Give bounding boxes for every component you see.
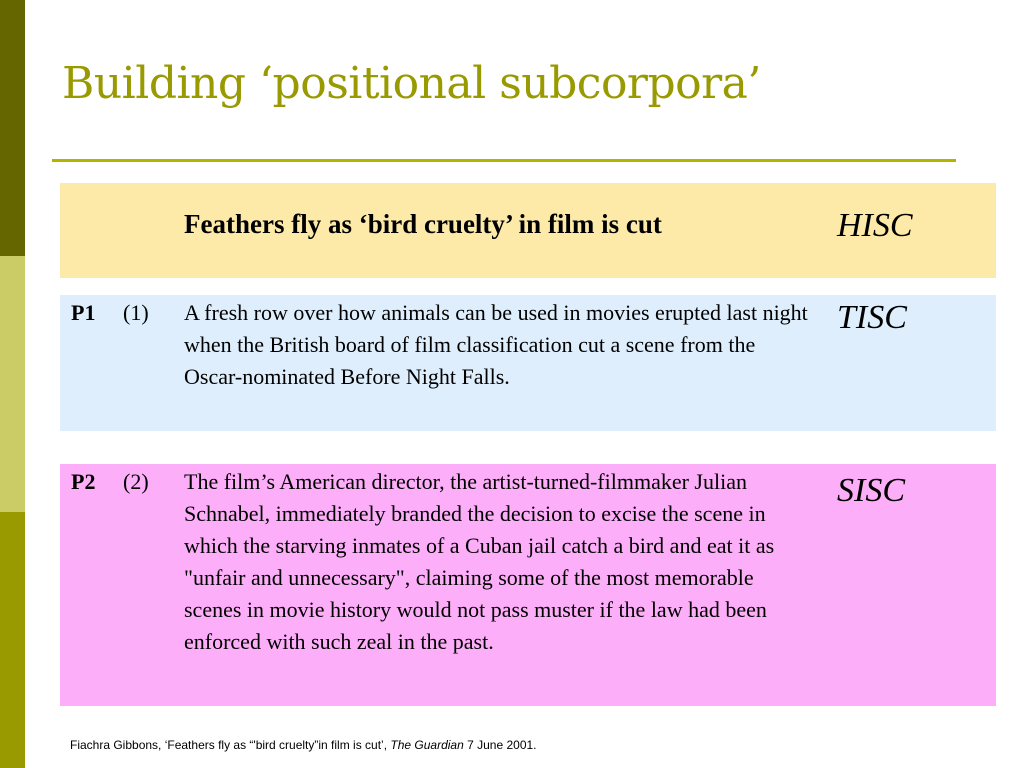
sentence-text: The film’s American director, the artist-turned-filmmaker Julian Schnabel, immediately branded the decision to excise the scene in which the starving inmates of a Cuban jail catch a bird and eat it as "unfair and unnecessary", claiming some of the most memorable scenes in movie history would not pass muster if the law had been enforced with such zeal in the past. [184,469,775,654]
headline-tag: HISC [837,207,913,244]
headline-text: Feathers fly as ‘bird cruelty’ in film is cut [184,209,662,239]
paragraph-id: P2 [71,469,96,494]
sidebar-stripe-bottom [0,512,25,768]
sidebar-stripe-middle [0,256,25,512]
slide-title: Building ‘positional subcorpora’ [62,58,761,109]
citation-source: The Guardian [390,738,464,752]
citation-suffix: 7 June 2001. [463,738,537,752]
citation-prefix: Fiachra Gibbons, ‘Feathers fly as “'bird cruelty”in film is cut’, [70,738,391,752]
sentence-tag: SISC [837,472,905,509]
paragraph-id: P1 [71,300,96,325]
sidebar-stripe-top [0,0,25,256]
citation-footnote [70,738,537,752]
paragraph-row-2 [60,464,996,706]
headline-row [60,183,996,278]
sentence-number: (2) [123,469,149,494]
sentence-text: A fresh row over how animals can be used in movies erupted last night when the British board of film classification cut a scene from the Oscar-nominated Before Night Falls. [184,300,808,389]
sentence-tag: TISC [837,299,907,336]
title-divider [52,159,956,162]
sentence-number: (1) [123,300,149,325]
paragraph-row-1 [60,295,996,431]
